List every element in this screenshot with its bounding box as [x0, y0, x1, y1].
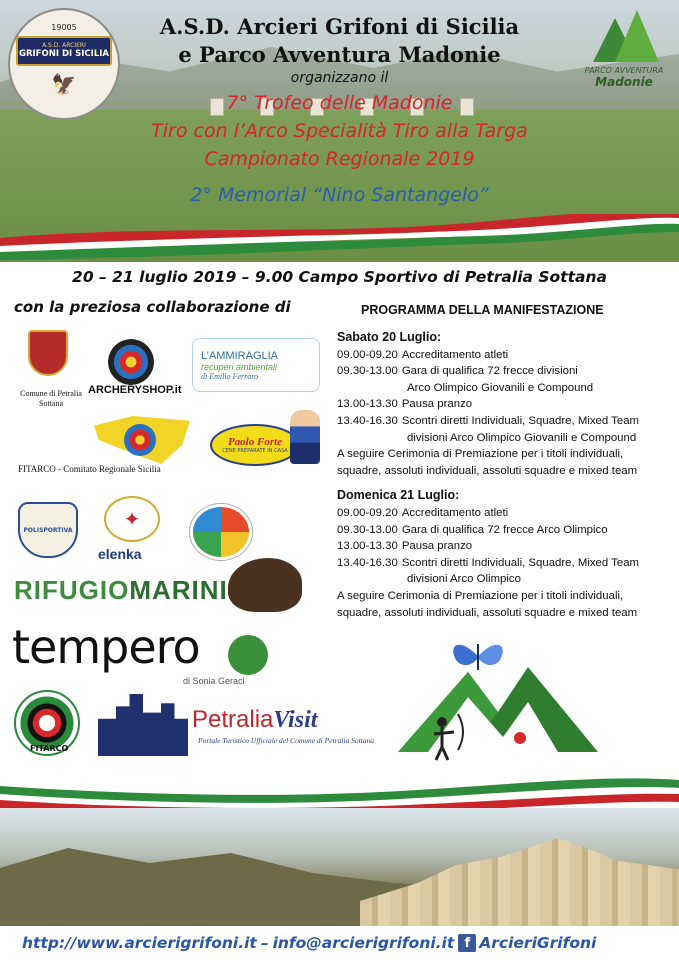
programme-text: Pausa pranzo	[401, 398, 473, 411]
marini-word: MARINI	[129, 575, 228, 605]
italian-flag-ribbon-top	[0, 214, 679, 264]
petralia-visit-logo	[192, 706, 317, 734]
logo-caption: PARCO AVVENTURA	[584, 66, 664, 75]
organizer-title-line1: A.S.D. Arcieri Grifoni di Sicilia	[159, 14, 520, 39]
paoloforte-logo	[210, 424, 300, 466]
ammiraglia-tagline: recuperi ambientali	[201, 361, 278, 372]
programme-text: Gara di qualifica 72 frecce divisioni	[401, 365, 578, 378]
programme-closing: A seguire Cerimonia di Premiazione per i titoli individuali,	[337, 589, 624, 602]
porcupine-icon	[228, 558, 302, 612]
town-houses	[360, 838, 679, 926]
programme-text: Gara di qualifica 72 frecce Arco Olimpico	[401, 523, 608, 536]
programme-time: 13.00-13.30	[337, 398, 398, 411]
ammiraglia-owner: di Emilio Ferraro	[201, 371, 259, 381]
logo-plate-big: GRIFONI DI SICILIA	[19, 49, 109, 59]
archeryshop-logo	[90, 334, 172, 390]
organizer-title-line2: e Parco Avventura Madonie	[178, 42, 501, 67]
programme-text-cont: Arco Olimpico Giovanili e Compound	[407, 381, 594, 394]
polisportiva-shield	[18, 502, 78, 558]
programme-item	[337, 505, 677, 522]
programme-text-cont: divisioni Arco Olimpico	[407, 573, 521, 586]
programme-text: Scontri diretti Individuali, Squadre, Mixed Team	[401, 414, 640, 427]
logo-year: 19005	[51, 22, 77, 32]
rifugio-word: RIFUGIO	[14, 575, 130, 605]
archeryshop-label: ARCHERYSHOP.it	[88, 384, 182, 396]
event-discipline: Tiro con l’Arco Specialità Tiro alla Targa	[151, 120, 528, 142]
event-memorial: 2° Memorial “Nino Santangelo”	[190, 184, 489, 206]
programme-text: Accreditamento atleti	[401, 348, 509, 361]
facebook-link[interactable]: ArcieriGrifoni	[479, 934, 597, 952]
footer-separator: –	[260, 934, 269, 952]
programme-title: PROGRAMMA DELLA MANIFESTAZIONE	[361, 303, 604, 317]
visit-word: Visit	[273, 707, 318, 733]
italian-flag-ribbon-bottom	[0, 764, 679, 812]
programme-item	[337, 347, 677, 364]
consorzio-roundel-icon	[190, 504, 252, 560]
programme-time: 09.30-13.00	[337, 365, 398, 378]
website-link[interactable]: http://www.arcierigrifoni.it	[22, 934, 257, 952]
programme-text: Pausa pranzo	[401, 540, 473, 553]
petralia-word: Petralia	[192, 706, 274, 733]
email-link[interactable]: info@arcierigrifoni.it	[272, 934, 455, 952]
polisportiva-label: POLISPORTIVA	[23, 526, 73, 534]
programme-item	[337, 538, 677, 555]
ammiraglia-logo	[192, 338, 320, 392]
castle-icon	[98, 694, 188, 756]
facebook-icon[interactable]: f	[458, 934, 476, 952]
event-championship: Campionato Regionale 2019	[204, 148, 475, 170]
fitarco-seal-label: FITARCO	[30, 744, 69, 753]
target-icon	[108, 339, 154, 385]
programme-day-label: Domenica 21 Luglio:	[337, 488, 460, 503]
madonie-mountain-icon	[398, 652, 618, 762]
programme-day-label: Sabato 20 Luglio:	[337, 330, 442, 344]
programme-list	[337, 329, 677, 621]
elenka-emblem-icon: ✦	[104, 496, 160, 542]
programme-closing: squadre, assoluti individuali, assoluti squadre e mixed team	[337, 606, 638, 619]
collaboration-heading: con la preziosa collaborazione di	[14, 298, 291, 316]
programme-item	[337, 363, 677, 380]
comune-label: Comune di Petralia Sottana	[20, 389, 82, 408]
event-title: 7° Trofeo delle Madonie	[226, 92, 453, 114]
chef-boy-icon	[290, 410, 320, 464]
petralia-portal-label: Portale Turistico Ufficiale del Comune di Petralia Sottana	[197, 736, 375, 745]
programme-item	[337, 396, 677, 413]
programme-time: 13.40-16.30	[337, 414, 398, 427]
comune-crest-icon	[28, 330, 68, 376]
programme-time: 09.30-13.00	[337, 523, 398, 536]
programme-text: Scontri diretti Individuali, Squadre, Mixed Team	[401, 556, 640, 569]
programme-item	[337, 522, 677, 539]
programme-time: 09.00-09.20	[337, 348, 398, 361]
contact-footer	[0, 926, 679, 960]
programme-closing: A seguire Cerimonia di Premiazione per i titoli individuali,	[337, 448, 624, 461]
tempero-owner: di Sonia Geraci	[183, 676, 245, 686]
programme-item	[337, 413, 677, 430]
programme-time: 09.00-09.20	[337, 506, 398, 519]
organize-phrase: organizzano il	[290, 70, 389, 86]
leaf-icon	[228, 635, 268, 675]
petralia-town-photo	[0, 808, 679, 926]
tempero-logo: tempero	[12, 620, 200, 674]
paoloforte-tagline: CENE PREPARATE IN CASA	[222, 448, 288, 454]
butterfly-icon	[448, 636, 508, 676]
logo-caption-big: Madonie	[595, 75, 653, 89]
programme-time: 13.00-13.30	[337, 540, 398, 553]
fitarco-committee-label: FITARCO - Comitato Regionale Sicilia	[18, 464, 161, 474]
logo-plate-small: A.S.D. ARCIERI	[42, 42, 86, 49]
ammiraglia-name: L’AMMIRAGLIA	[201, 349, 279, 362]
rifugio-marini-logo	[14, 575, 228, 606]
elenka-label: elenka	[98, 546, 142, 562]
paoloforte-name: Paolo Forte	[227, 436, 283, 448]
programme-time: 13.40-16.30	[337, 556, 398, 569]
programme-item	[337, 555, 677, 572]
fitarco-roundel-icon	[124, 424, 156, 456]
griffin-icon: 🦅	[51, 71, 77, 96]
programme-text: Accreditamento atleti	[401, 506, 509, 519]
event-date-location: 20 – 21 luglio 2019 – 9.00 Campo Sportivo di Petralia Sottana	[72, 268, 607, 286]
programme-closing: squadre, assoluti individuali, assoluti squadre e mixed team	[337, 464, 638, 477]
programme-text-cont: divisioni Arco Olimpico Giovanili e Compound	[407, 431, 637, 444]
